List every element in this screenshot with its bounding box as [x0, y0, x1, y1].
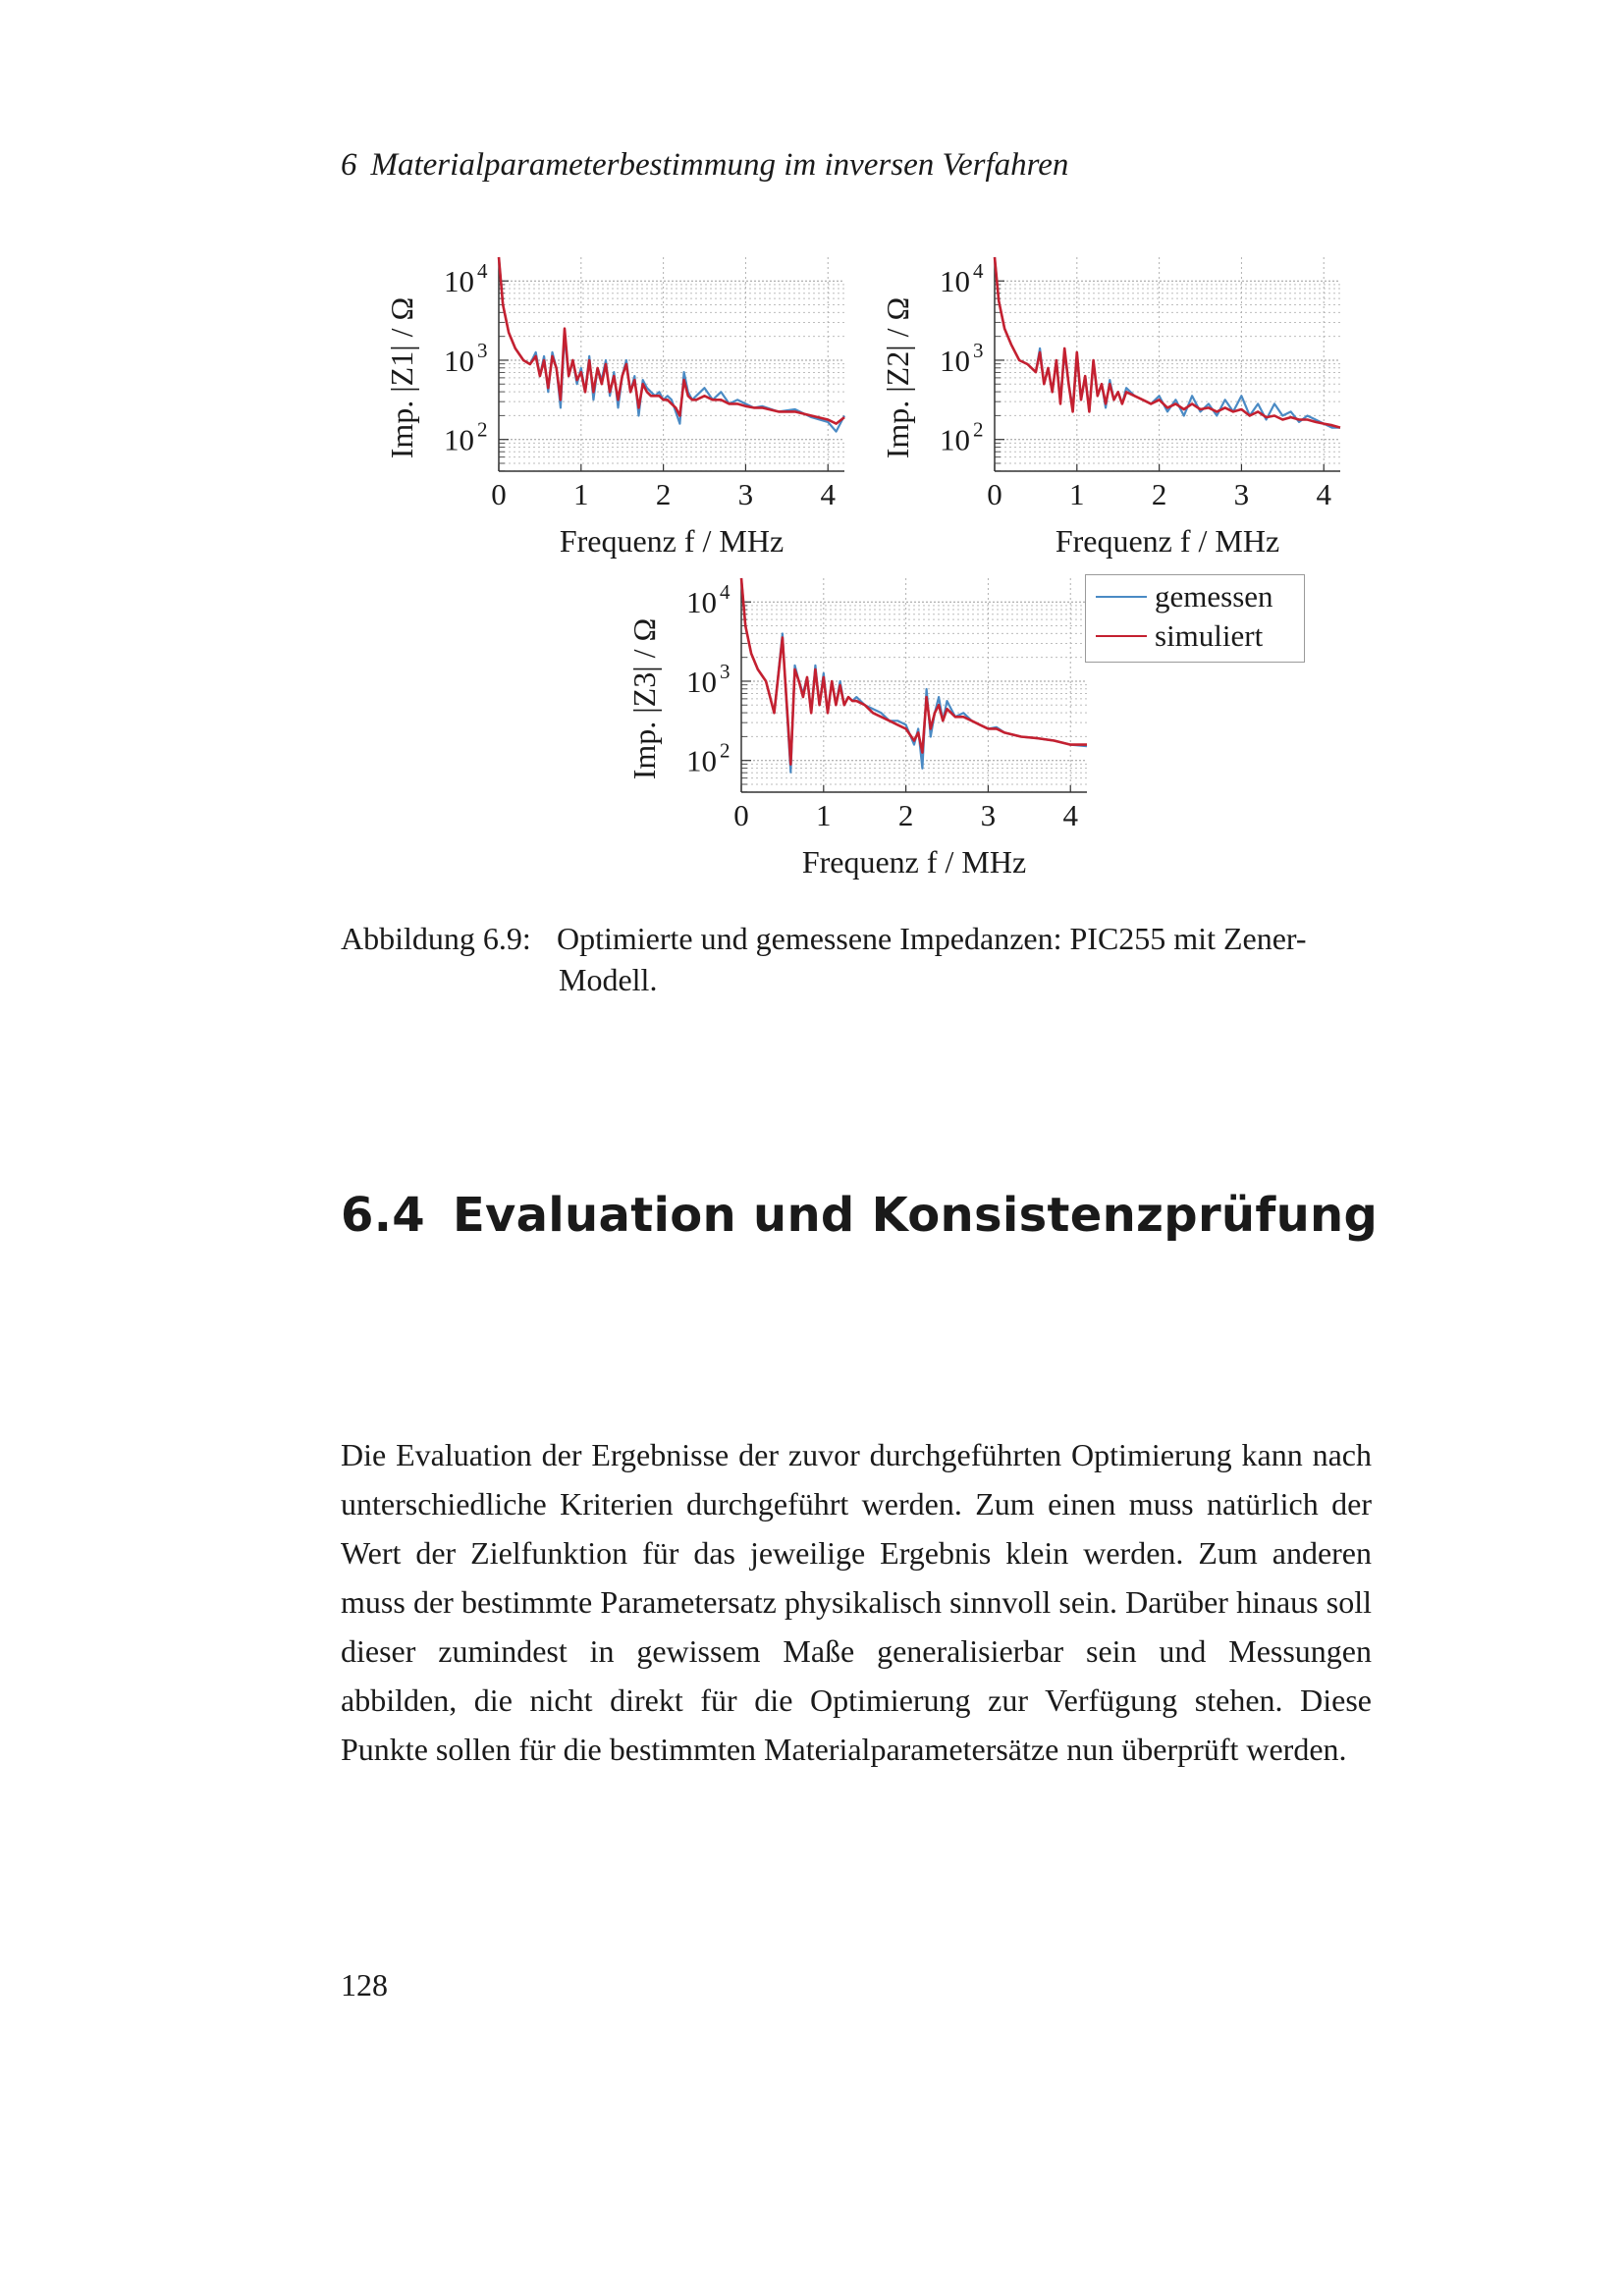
caption-text: Optimierte und gemessene Impedanzen: PIC255 mit Zener-: [557, 921, 1307, 956]
caption-label: Abbildung 6.9:: [341, 921, 531, 956]
impedance-plot-z2: [869, 245, 1360, 569]
y-tick-exponent: 2: [973, 417, 984, 442]
legend-label-simuliert: simuliert: [1155, 618, 1264, 653]
y-tick-exponent: 3: [477, 338, 488, 362]
x-tick-label: 1: [816, 798, 832, 832]
y-tick-label: 10: [940, 264, 970, 299]
x-axis-label: Frequenz f / MHz: [1055, 523, 1280, 559]
section-title: Evaluation und Konsistenzprüfung: [452, 1188, 1379, 1243]
x-tick-label: 2: [1151, 477, 1167, 511]
section-number: 6.4: [341, 1188, 425, 1243]
x-axis-label: Frequenz f / MHz: [559, 523, 785, 559]
body-paragraph: Die Evaluation der Ergebnisse der zuvor durchgeführten Optimierung kann nach unterschiedliche Kriterien durchgeführt werden. Zum einen muss natürlich der Wert der Zielfunktion für das jeweilige Ergebnis klein werden. Zum anderen muss der bestimmte Parametersatz physikalisch sinnvoll sein. Darüber hinaus soll dieser zumindest in gewissem Maße generalisierbar sein und Messungen abbilden, die nicht direkt für die Optimierung zur Verfügung stehen. Diese Punkte sollen für die bestimmten Materialparametersätze nun überprüft werden.: [341, 1437, 1372, 1767]
y-tick-exponent: 4: [477, 259, 488, 284]
y-tick-exponent: 2: [477, 417, 488, 442]
series-line-gemessen: [741, 578, 1087, 773]
x-tick-label: 0: [733, 798, 749, 832]
x-tick-label: 0: [491, 477, 507, 511]
x-tick-label: 4: [1316, 477, 1331, 511]
caption-continuation: Modell.: [559, 962, 658, 997]
plot-grid: [995, 257, 1340, 471]
y-tick-label: 10: [444, 264, 474, 299]
x-tick-label: 2: [655, 477, 672, 511]
y-tick-exponent: 4: [720, 580, 731, 605]
legend-item-gemessen: [1096, 577, 1273, 616]
x-tick-label: 4: [1062, 798, 1078, 832]
page-number: 128: [341, 1967, 388, 2002]
y-tick-label: 10: [686, 585, 717, 620]
section-heading: [341, 1188, 1378, 1243]
legend-swatch-simuliert: [1096, 635, 1147, 637]
chapter-title: Materialparameterbestimmung im inversen Verfahren: [370, 147, 1069, 183]
y-tick-label: 10: [940, 422, 970, 457]
y-tick-label: 10: [686, 743, 717, 778]
y-tick-exponent: 4: [973, 259, 984, 284]
x-tick-label: 2: [897, 798, 914, 832]
y-axis-label: Imp. |Z3| / Ω: [626, 617, 662, 780]
running-header: [341, 147, 1082, 184]
y-tick-label: 10: [444, 343, 474, 378]
impedance-plot-z1: [373, 245, 864, 569]
x-tick-label: 3: [1233, 477, 1250, 511]
y-tick-label: 10: [444, 422, 474, 457]
x-tick-label: 4: [820, 477, 836, 511]
x-axis-label: Frequenz f / MHz: [801, 844, 1027, 880]
legend-swatch-gemessen: [1096, 596, 1147, 598]
y-tick-label: 10: [940, 343, 970, 378]
figure-caption: [341, 918, 1372, 1000]
y-tick-exponent: 2: [720, 738, 731, 763]
y-tick-exponent: 3: [720, 659, 731, 683]
x-tick-label: 3: [737, 477, 754, 511]
y-axis-label: Imp. |Z1| / Ω: [384, 296, 419, 459]
impedance-plot-z3: [616, 566, 1107, 890]
chapter-number: 6: [341, 147, 357, 183]
y-tick-exponent: 3: [973, 338, 984, 362]
y-tick-label: 10: [686, 664, 717, 699]
chart-legend: [1085, 574, 1305, 663]
legend-label-gemessen: gemessen: [1155, 579, 1273, 614]
y-axis-label: Imp. |Z2| / Ω: [880, 296, 915, 459]
x-tick-label: 1: [573, 477, 589, 511]
x-tick-label: 1: [1069, 477, 1085, 511]
x-tick-label: 0: [987, 477, 1002, 511]
x-tick-label: 3: [980, 798, 997, 832]
legend-item-simuliert: [1096, 616, 1263, 656]
